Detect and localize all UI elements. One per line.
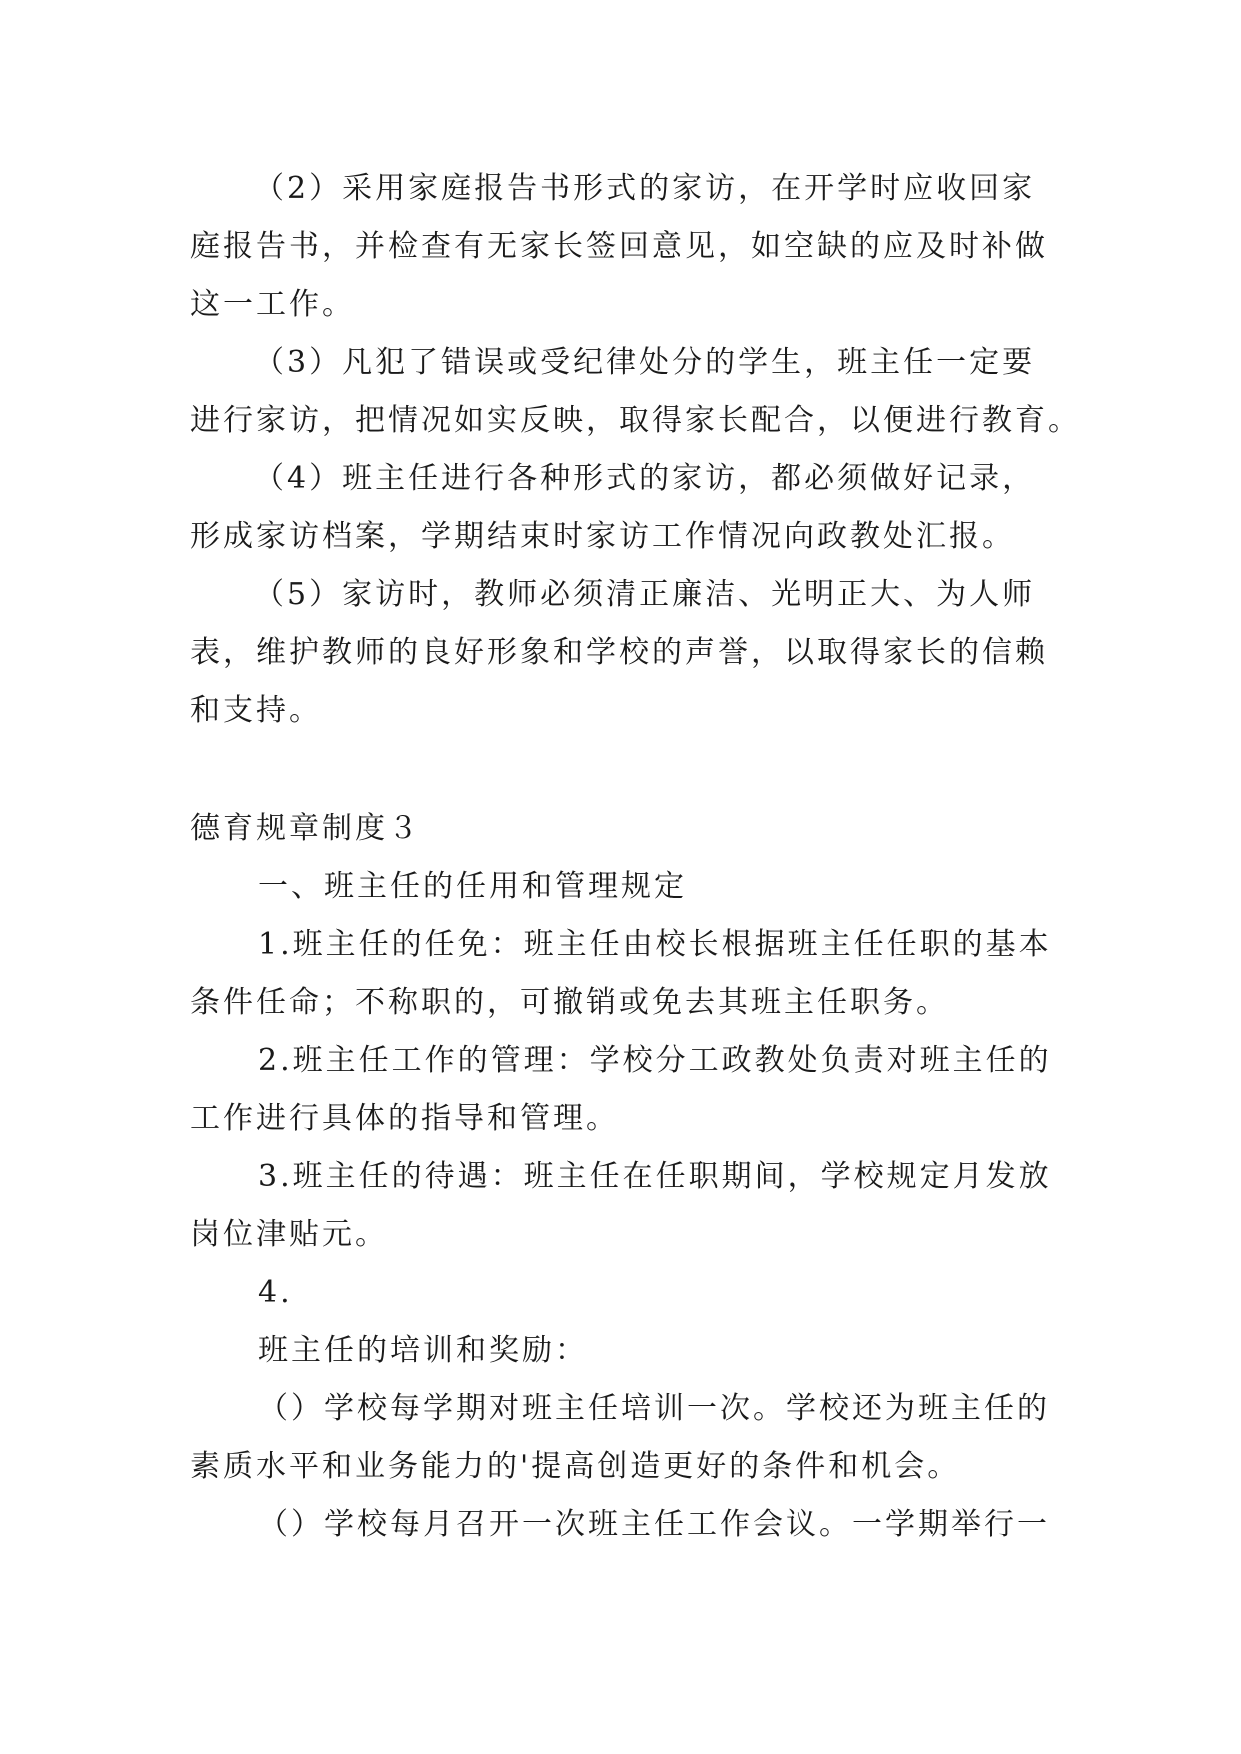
paragraph-line: 一、班主任的任用和管理规定 bbox=[258, 869, 687, 904]
paragraph-line: （4）班主任进行各种形式的家访，都必须做好记录， bbox=[254, 461, 1036, 496]
paragraph-line: （2）采用家庭报告书形式的家访，在开学时应收回家 bbox=[254, 171, 1036, 206]
paragraph-line: 4. bbox=[258, 1275, 293, 1310]
paragraph-line: 岗位津贴元。 bbox=[190, 1217, 388, 1252]
paragraph-line: 条件任命；不称职的，可撤销或免去其班主任职务。 bbox=[190, 985, 949, 1020]
paragraph-line: （）学校每学期对班主任培训一次。学校还为班主任的 bbox=[258, 1391, 1050, 1426]
paragraph-line: 和支持。 bbox=[190, 693, 322, 728]
paragraph-line: 素质水平和业务能力的'提高创造更好的条件和机会。 bbox=[190, 1449, 961, 1484]
paragraph-line: 形成家访档案，学期结束时家访工作情况向政教处汇报。 bbox=[190, 519, 1015, 554]
paragraph-line: （）学校每月召开一次班主任工作会议。一学期举行一 bbox=[258, 1507, 1050, 1542]
paragraph-line: 班主任的培训和奖励： bbox=[258, 1333, 588, 1368]
section-title: 德育规章制度３ bbox=[190, 811, 421, 846]
paragraph-line: 庭报告书，并检查有无家长签回意见，如空缺的应及时补做 bbox=[190, 229, 1048, 264]
paragraph-line: 这一工作。 bbox=[190, 287, 355, 322]
paragraph-line: 3.班主任的待遇：班主任在任职期间，学校规定月发放 bbox=[258, 1159, 1052, 1194]
paragraph-line: 1.班主任的任免：班主任由校长根据班主任任职的基本 bbox=[258, 927, 1052, 962]
paragraph-line: 进行家访，把情况如实反映，取得家长配合，以便进行教育。 bbox=[190, 403, 1081, 438]
paragraph-line: （3）凡犯了错误或受纪律处分的学生，班主任一定要 bbox=[254, 345, 1036, 380]
section-home-visits bbox=[190, 160, 1081, 740]
paragraph-line: 表，维护教师的良好形象和学校的声誉，以取得家长的信赖 bbox=[190, 635, 1048, 670]
paragraph-line: 2.班主任工作的管理：学校分工政教处负责对班主任的 bbox=[258, 1043, 1052, 1078]
paragraph-line: 工作进行具体的指导和管理。 bbox=[190, 1101, 619, 1136]
paragraph-line: （5）家访时，教师必须清正廉洁、光明正大、为人师 bbox=[254, 577, 1036, 612]
section-moral-education-rules bbox=[190, 800, 1050, 1554]
